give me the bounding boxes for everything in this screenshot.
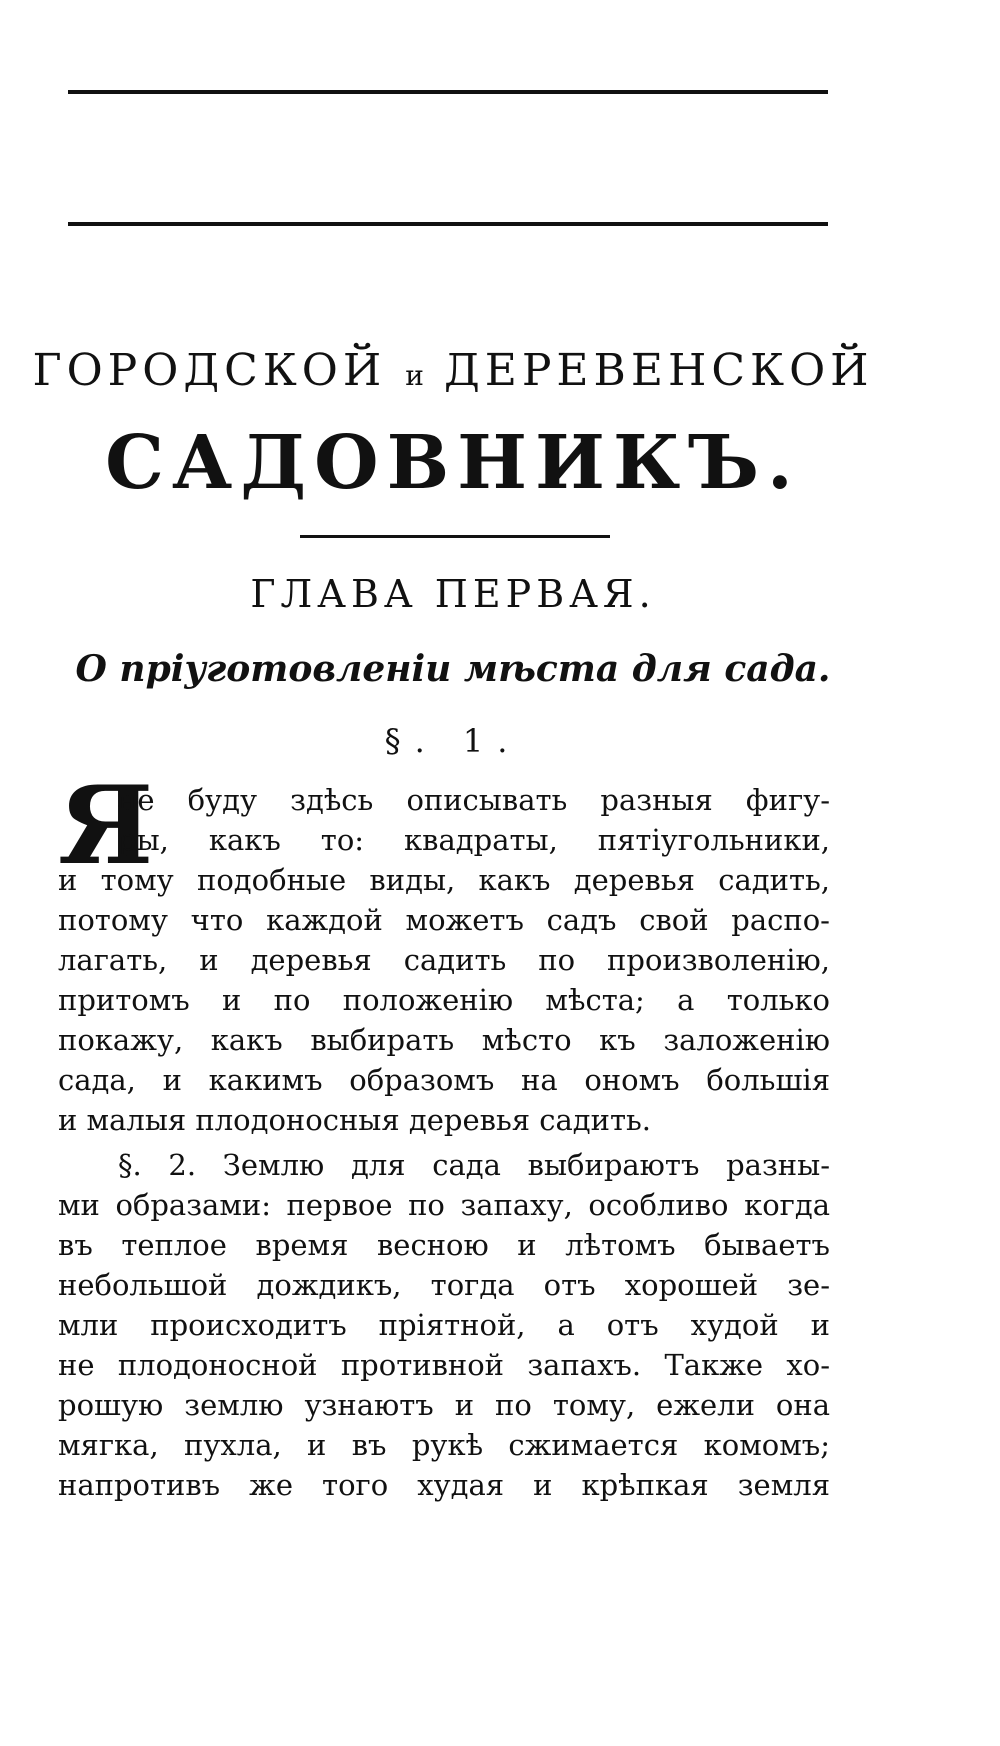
p1-line: и тому подобные виды, какъ деревья садить, <box>58 863 830 897</box>
section-mark: §. 1. <box>384 722 522 760</box>
title-main: САДОВНИКЪ. <box>105 420 801 506</box>
p1-line: и малыя плодоносныя деревья садить. <box>58 1103 652 1137</box>
title-word-1: ГОРОДСКОЙ <box>32 345 387 396</box>
title-line-1 <box>0 345 906 396</box>
p2-line: въ теплое время весною и лѣтомъ бываетъ <box>58 1228 830 1262</box>
p2-line: §. 2. Землю для сада выбираютъ разны- <box>118 1148 830 1182</box>
chapter-subtitle: О пріуготовленіи мѣста для сада. <box>75 648 831 690</box>
p2-line: ми образами: первое по запаху, особливо когда <box>58 1188 830 1222</box>
p1-line: не буду здѣсь описывать разныя фигу- <box>118 783 830 817</box>
drop-cap: Я <box>58 763 154 889</box>
p2-line: рошую землю узнаютъ и по тому, ежели она <box>58 1388 830 1422</box>
title-conjunction: и <box>405 359 425 392</box>
top-rule-1 <box>68 90 828 94</box>
p2-line: мягка, пухла, и въ рукѣ сжимается комомъ; <box>58 1428 830 1462</box>
p2-line: небольшой дождикъ, тогда отъ хорошей зе- <box>58 1268 830 1302</box>
p1-line: сада, и какимъ образомъ на ономъ большія <box>58 1063 830 1097</box>
p1-line: ры, какъ то: квадраты, пятіугольники, <box>118 823 830 857</box>
p2-line: мли происходитъ пріятной, а отъ худой и <box>58 1308 830 1342</box>
top-rule-2 <box>68 222 828 226</box>
p2-line: напротивъ же того худая и крѣпкая земля <box>58 1468 830 1502</box>
chapter-heading: ГЛАВА ПЕРВАЯ. <box>250 572 656 616</box>
p1-line: покажу, какъ выбирать мѣсто къ заложенію <box>58 1023 830 1057</box>
title-word-2: ДЕРЕВЕНСКОЙ <box>443 345 874 396</box>
p1-line: лагать, и деревья садить по произволенію, <box>58 943 830 977</box>
p1-line: притомъ и по положенію мѣста; а только <box>58 983 830 1017</box>
title-divider <box>300 535 610 538</box>
p2-line: не плодоносной противной запахъ. Также хо- <box>58 1348 830 1382</box>
p1-line: потому что каждой можетъ садъ свой распо- <box>58 903 830 937</box>
